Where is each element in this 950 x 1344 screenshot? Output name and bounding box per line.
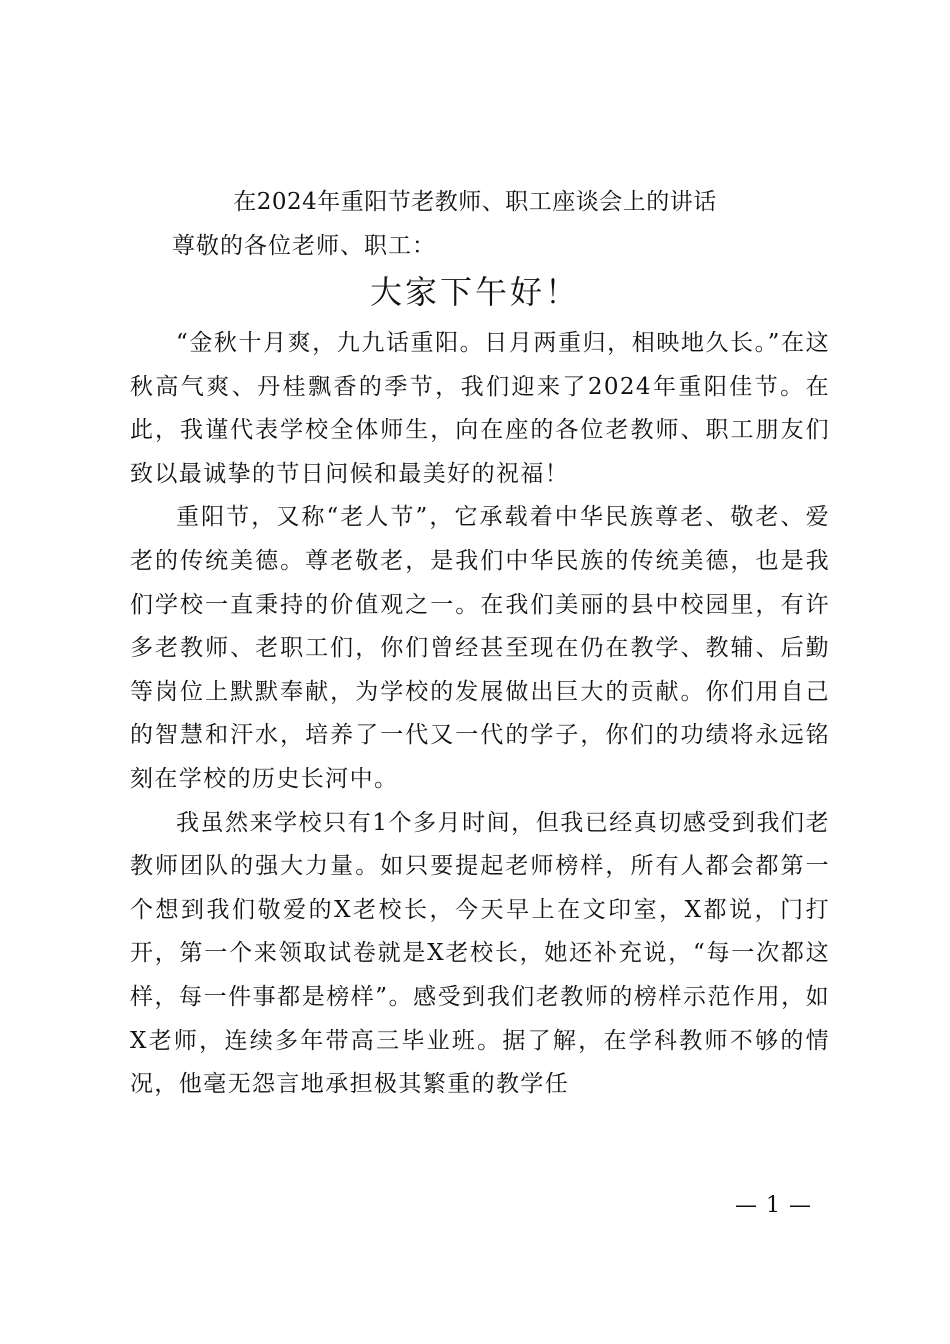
salutation: 尊敬的各位老师、职工： — [172, 233, 436, 259]
paragraph-teachers: 我虽然来学校只有1个多月时间，但我已经真切感受到我们老教师团队的强大力量。如只要提起老师榜样，所有人都会都第一个想到我们敬爱的X老校长，今天早上在文印室，X都说，门打开，第一个来领取试卷就是X老校长，她还补充说，“每一次都这样，每一件事都是榜样”。感受到我们老教师的榜样示范作用，如X老师，连续多年带高三毕业班。据了解，在学科教师不够的情况，他毫无怨言地承担极其繁重的教学任 — [130, 809, 830, 1098]
speech-body — [130, 322, 830, 1107]
paragraph-opening: “金秋十月爽，九九话重阳。日月两重归，相映地久长。”在这秋高气爽、丹桂飘香的季节，我们迎来了2024年重阳佳节。在此，我谨代表学校全体师生，向在座的各位老教师、职工朋友们致以最诚挚的节日问候和最美好的祝福！ — [130, 330, 830, 487]
page-number: — 1 — — [735, 1193, 812, 1218]
speech-title: 在2024年重阳节老教师、职工座谈会上的讲话 — [233, 189, 717, 215]
paragraph-chongyang: 重阳节，又称“老人节”，它承载着中华民族尊老、敬老、爱老的传统美德。尊老敬老，是我们中华民族的传统美德，也是我们学校一直秉持的价值观之一。在我们美丽的县中校园里，有许多老教师、老职工们，你们曾经甚至现在仍在教学、教辅、后勤等岗位上默默奉献，为学校的发展做出巨大的贡献。你们用自己的智慧和汗水，培养了一代又一代的学子，你们的功绩将永远铭刻在学校的历史长河中。 — [130, 504, 830, 792]
greeting: 大家下午好！ — [369, 273, 580, 311]
